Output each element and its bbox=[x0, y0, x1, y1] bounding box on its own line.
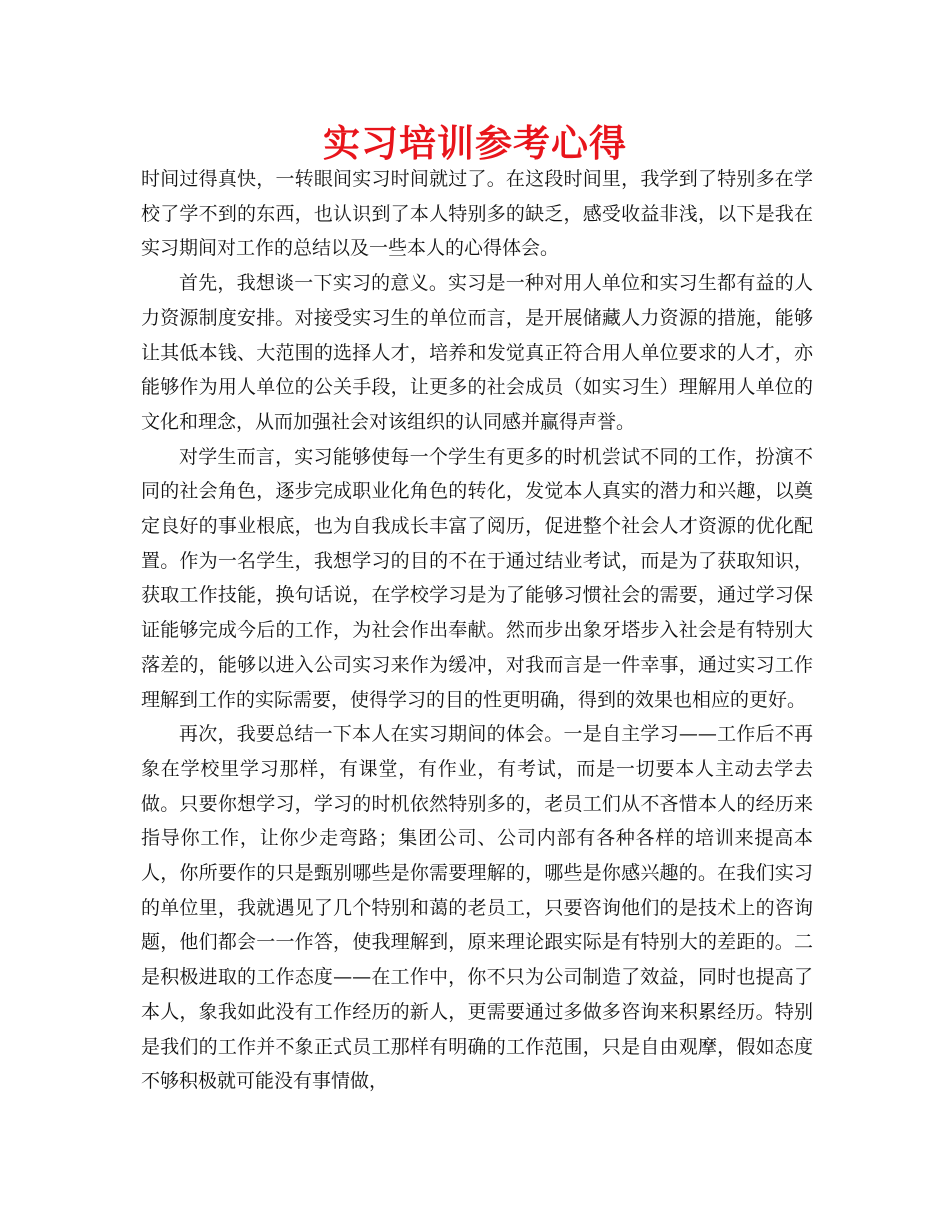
paragraph-1: 时间过得真快，一转眼间实习时间就过了。在这段时间里，我学到了特别多在学校了学不到的东西，也认识到了本人特别多的缺乏，感受收益非浅，以下是我在实习期间对工作的总结以及一些本人的心得体会。 bbox=[141, 168, 813, 260]
paragraph-3: 对学生而言，实习能够使每一个学生有更多的时机尝试不同的工作，扮演不同的社会角色，逐步完成职业化角色的转化，发觉本人真实的潜力和兴趣，以奠定良好的事业根底，也为自我成长丰富了阅历，促进整个社会人才资源的优化配置。作为一名学生，我想学习的目的不在于通过结业考试，而是为了获取知识，获取工作技能，换句话说，在学校学习是为了能够习惯社会的需要，通过学习保证能够完成今后的工作，为社会作出奉献。然而步出象牙塔步入社会是有特别大落差的，能够以进入公司实习来作为缓冲，对我而言是一件幸事，通过实习工作理解到工作的实际需要，使得学习的目的性更明确，得到的效果也相应的更好。 bbox=[141, 445, 813, 711]
paragraph-2: 首先，我想谈一下实习的意义。实习是一种对用人单位和实习生都有益的人力资源制度安排。对接受实习生的单位而言，是开展储藏人力资源的措施，能够让其低本钱、大范围的选择人才，培养和发觉真正符合用人单位要求的人才，亦能够作为用人单位的公关手段，让更多的社会成员（如实习生）理解用人单位的文化和理念，从而加强社会对该组织的认同感并赢得声誉。 bbox=[141, 272, 813, 433]
document-title: 实习培训参考心得 bbox=[323, 122, 627, 165]
paragraph-4: 再次，我要总结一下本人在实习期间的体会。一是自主学习——工作后不再象在学校里学习那样，有课堂，有作业，有考试，而是一切要本人主动去学去做。只要你想学习，学习的时机依然特别多的，老员工们从不吝惜本人的经历来指导你工作，让你少走弯路；集团公司、公司内部有各种各样的培训来提高本人，你所要作的只是甄别哪些是你需要理解的，哪些是你感兴趣的。在我们实习的单位里，我就遇见了几个特别和蔼的老员工，只要咨询他们的是技术上的咨询题，他们都会一一作答，使我理解到，原来理论跟实际是有特别大的差距的。二是积极进取的工作态度——在工作中，你不只为公司制造了效益，同时也提高了本人，象我如此没有工作经历的新人，更需要通过多做多咨询来积累经历。特别是我们的工作并不象正式员工那样有明确的工作范围，只是自由观摩，假如态度不够积极就可能没有事情做， bbox=[141, 723, 813, 1093]
document-body bbox=[141, 162, 813, 1099]
